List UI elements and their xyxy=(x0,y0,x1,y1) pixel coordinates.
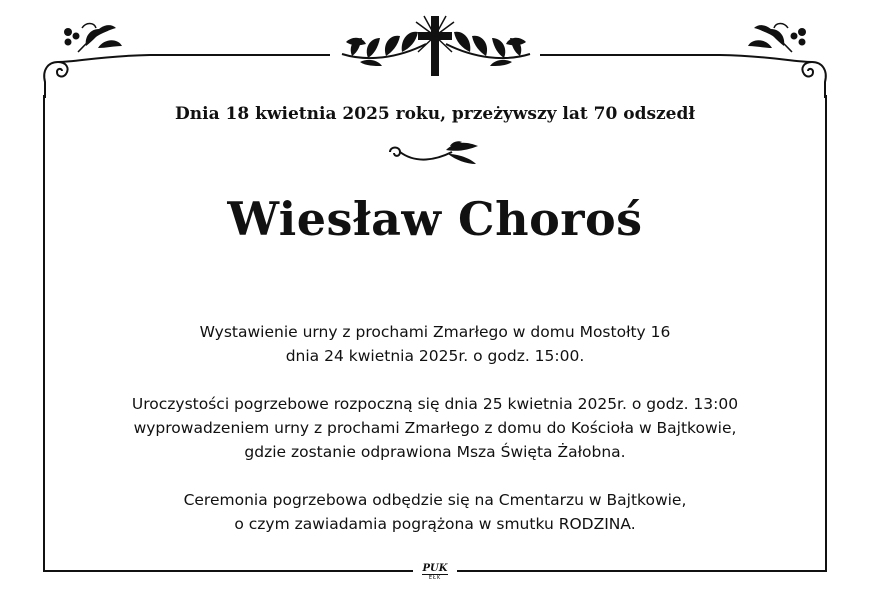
frame-right-border xyxy=(825,95,827,572)
corner-flourish-left-icon xyxy=(38,18,158,88)
logo-top-text: PUK xyxy=(422,563,448,574)
frame-bottom-border-right xyxy=(457,570,827,572)
paragraph-line: o czym zawiadamia pogrążona w smutku RODZINA. xyxy=(234,515,636,533)
paragraph-line: gdzie zostanie odprawiona Msza Święta Żałobna. xyxy=(244,443,626,461)
paragraph-line: Wystawienie urny z prochami Zmarłego w domu Mostołty 16 xyxy=(199,323,671,341)
frame-left-border xyxy=(43,95,45,572)
cross-icon xyxy=(414,14,456,78)
logo-bottom-text: EŁK xyxy=(422,574,448,581)
top-line-right xyxy=(540,54,720,56)
death-announcement-intro: Dnia 18 kwietnia 2025 roku, przeżywszy lat 70 odszedł xyxy=(175,104,695,124)
frame-bottom-border-left xyxy=(43,570,413,572)
puk-logo xyxy=(414,564,456,581)
corner-flourish-right-icon xyxy=(712,18,832,88)
paragraph-line: Ceremonia pogrzebowa odbędzie się na Cmentarzu w Bajtkowie, xyxy=(183,491,687,509)
deceased-name: Wiesław Choroś xyxy=(227,192,643,246)
paragraph-urn-viewing xyxy=(60,320,810,368)
paragraph-funeral-ceremony xyxy=(60,392,810,464)
paragraph-burial xyxy=(60,488,810,536)
paragraph-line: wyprowadzeniem urny z prochami Zmarłego z domu do Kościoła w Bajtkowie, xyxy=(133,419,737,437)
top-line-left xyxy=(150,54,330,56)
divider-flourish-icon xyxy=(386,140,486,170)
paragraph-line: Uroczystości pogrzebowe rozpoczną się dnia 25 kwietnia 2025r. o godz. 13:00 xyxy=(131,395,739,413)
paragraph-line: dnia 24 kwietnia 2025r. o godz. 15:00. xyxy=(285,347,585,365)
